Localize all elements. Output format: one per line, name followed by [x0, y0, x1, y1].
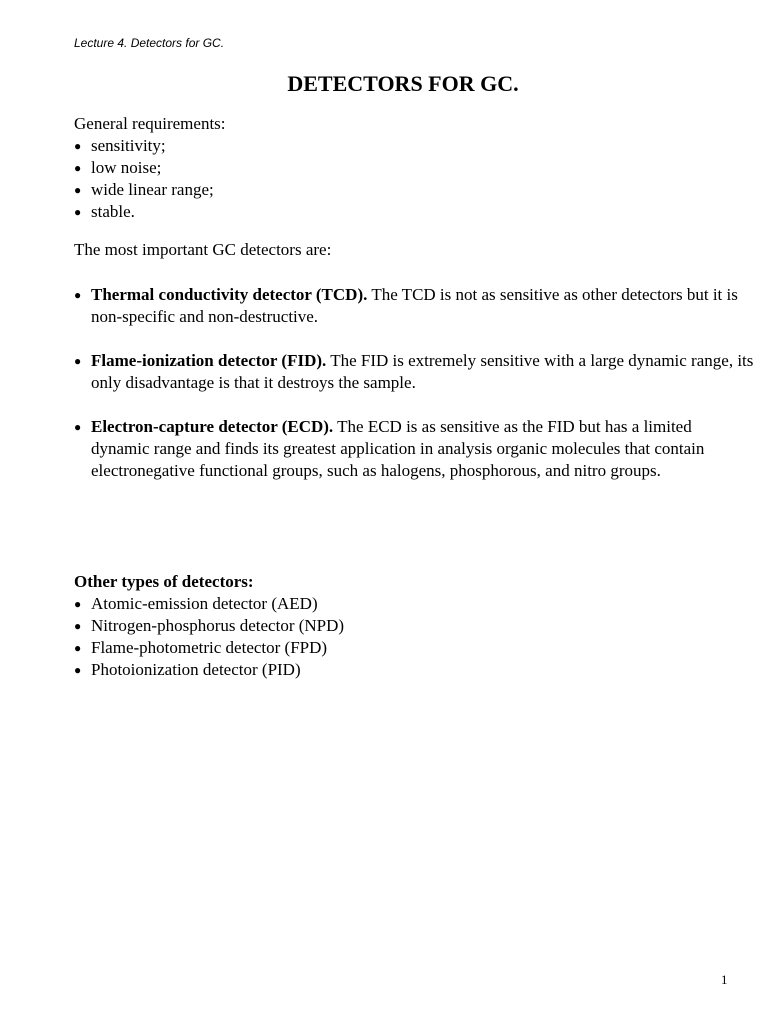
requirements-label: General requirements: [74, 114, 226, 133]
other-detectors-label: Other types of detectors: [74, 572, 254, 591]
other-detector-text: Atomic-emission detector (AED) [91, 594, 318, 613]
other-detector-text: Photoionization detector (PID) [91, 660, 301, 679]
page-number: 1 [721, 972, 728, 987]
requirement-text: sensitivity; [91, 136, 166, 155]
list-item [74, 593, 754, 615]
list-item [74, 157, 754, 179]
detector-item [74, 416, 754, 482]
list-item [74, 135, 754, 157]
detector-name: Thermal conductivity detector (TCD). [91, 285, 368, 304]
bullet-icon: ● [74, 641, 82, 655]
other-detectors-section [74, 571, 754, 681]
running-header: Lecture 4. Detectors for GC. [74, 36, 225, 50]
detector-description: The TCD is not as sensitive as other detectors but it is non-specific and non-destructive. [91, 285, 738, 326]
bullet-icon: ● [74, 288, 82, 302]
bullet-icon: ● [74, 597, 82, 611]
bullet-icon: ● [74, 663, 82, 677]
list-item [74, 201, 754, 223]
list-item [74, 615, 754, 637]
bullet-icon: ● [74, 183, 82, 197]
requirement-text: low noise; [91, 158, 162, 177]
bullet-icon: ● [74, 354, 82, 368]
important-intro: The most important GC detectors are: [74, 240, 332, 259]
requirements-list [74, 135, 754, 223]
list-item [74, 637, 754, 659]
list-item [74, 179, 754, 201]
other-detector-text: Flame-photometric detector (FPD) [91, 638, 328, 657]
requirement-text: wide linear range; [91, 180, 214, 199]
other-detectors-list [74, 593, 754, 681]
bullet-icon: ● [74, 139, 82, 153]
other-detector-text: Nitrogen-phosphorus detector (NPD) [91, 616, 345, 635]
detector-name: Flame-ionization detector (FID). [91, 351, 327, 370]
bullet-icon: ● [74, 420, 82, 434]
list-item [74, 659, 754, 681]
bullet-icon: ● [74, 205, 82, 219]
page-title: DETECTORS FOR GC. [287, 71, 519, 96]
bullet-icon: ● [74, 619, 82, 633]
detector-name: Electron-capture detector (ECD). [91, 417, 334, 436]
important-detectors-section [74, 284, 754, 504]
detector-description: The ECD is as sensitive as the FID but has a limited dynamic range and finds its greatest application in analysis organic molecules that contain electronegative functional groups, such as halogens, phosphorous, and nitro groups. [91, 417, 705, 480]
detector-description: The FID is extremely sensitive with a large dynamic range, its only disadvantage is that it destroys the sample. [91, 351, 754, 392]
detector-item [74, 350, 754, 394]
important-detectors-list [74, 284, 754, 482]
requirements-section [74, 113, 754, 223]
requirement-text: stable. [91, 202, 135, 221]
bullet-icon: ● [74, 161, 82, 175]
detector-item [74, 284, 754, 328]
important-section [74, 239, 754, 261]
